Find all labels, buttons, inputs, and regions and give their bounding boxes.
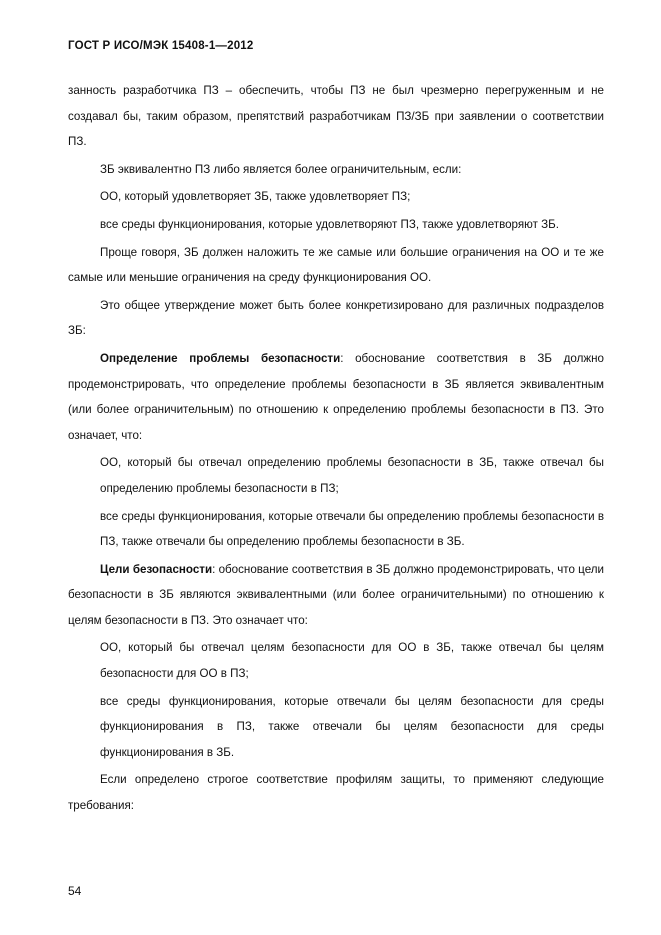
paragraph: Проще говоря, ЗБ должен наложить те же самые или большие ограничения на ОО и те же самые или меньшие ограничения на среду функционирования ОО. (68, 245, 604, 285)
list-item: все среды функционирования, которые удовлетворяют ПЗ, также удовлетворяют ЗБ. (100, 217, 559, 231)
paragraph: Если определено строгое соответствие профилям защиты, то применяют следующие требования: (68, 773, 604, 813)
paragraph (68, 557, 604, 634)
paragraph-text: : обоснование соответствия в ЗБ должно продемонстрировать, что определение проблемы безопасности в ЗБ является эквивалентным (или более ограничительным) по отношению к определению проблемы безопасности в ПЗ. Это означает, что: (68, 351, 604, 442)
document-header: ГОСТ Р ИСО/МЭК 15408-1—2012 (68, 40, 254, 52)
paragraph: Это общее утверждение может быть более конкретизировано для различных подразделов ЗБ: (68, 298, 604, 338)
list-item: ОО, который удовлетворяет ЗБ, также удовлетворяет ПЗ; (100, 190, 411, 204)
paragraph: занность разработчика ПЗ – обеспечить, чтобы ПЗ не был чрезмерно перегруженным и не создавал бы, таким образом, препятствий разработчикам ПЗ/ЗБ при заявлении о соответствии ПЗ. (68, 84, 604, 149)
paragraph-text: : обоснование соответствия в ЗБ должно продемонстрировать, что цели безопасности в ЗБ являются эквивалентными (или более ограничительными) по отношению к целям безопасности в ПЗ. Это означает что: (68, 562, 604, 627)
list-item: все среды функционирования, которые отвечали бы целям безопасности для среды функционирования в ПЗ, также отвечали бы целям безопасности для среды функционирования в ЗБ. (100, 694, 604, 759)
list-item: ОО, который бы отвечал определению проблемы безопасности в ЗБ, также отвечал бы определению проблемы безопасности в ПЗ; (100, 456, 604, 495)
term-heading: Определение проблемы безопасности (100, 351, 341, 365)
page-body (68, 78, 604, 819)
list-item: все среды функционирования, которые отвечали бы определению проблемы безопасности в ПЗ, также отвечали бы определению проблемы безопасности в ЗБ. (100, 509, 604, 549)
page-number: 54 (68, 884, 82, 898)
term-heading: Цели безопасности (100, 562, 213, 576)
list-item: ОО, который бы отвечал целям безопасности для ОО в ЗБ, также отвечал бы целям безопасности для ОО в ПЗ; (100, 641, 604, 681)
paragraph (68, 346, 604, 448)
paragraph: ЗБ эквивалентно ПЗ либо является более ограничительным, если: (100, 162, 462, 176)
